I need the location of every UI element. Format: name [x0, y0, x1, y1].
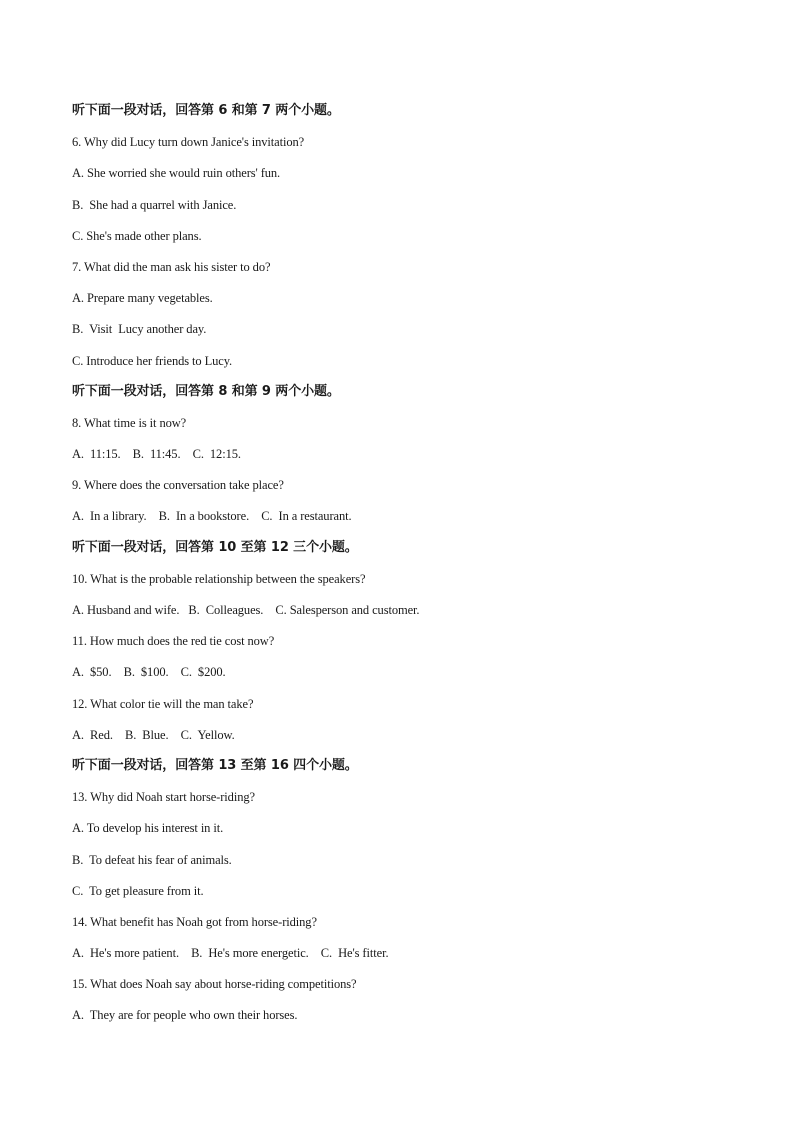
section-heading: 听下面一段对话，回答第 8 和第 9 两个小题。: [72, 383, 340, 399]
q14-options: A. He's more patient. B. He's more energetic. C. He's fitter.: [72, 946, 389, 961]
question-13: 13. Why did Noah start horse-riding?: [72, 790, 255, 805]
q11-options: A. $50. B. $100. C. $200.: [72, 665, 226, 680]
q13-option-c: C. To get pleasure from it.: [72, 883, 204, 898]
section-heading: 听下面一段对话，回答第 6 和第 7 两个小题。: [72, 103, 340, 118]
q9-options: A. In a library. B. In a bookstore. C. In a restaurant.: [72, 509, 352, 524]
question-12: 12. What color tie will the man take?: [72, 696, 254, 711]
question-15: 15. What does Noah say about horse-riding competitions?: [72, 977, 357, 992]
q6-option-a: A. She worried she would ruin others' fun.: [72, 166, 281, 181]
document-page: [72, 102, 732, 1038]
q6-option-b: B. She had a quarrel with Janice.: [72, 197, 237, 212]
question-9: 9. Where does the conversation take place?: [72, 478, 284, 493]
q6-option-c: C. She's made other plans.: [72, 228, 202, 243]
q8-options: A. 11:15. B. 11:45. C. 12:15.: [72, 447, 241, 462]
section-heading: 听下面一段对话，回答第 13 至第 16 四个小题。: [72, 757, 358, 773]
question-6: 6. Why did Lucy turn down Janice's invitation?: [72, 135, 305, 150]
section-heading: 听下面一段对话，回答第 10 至第 12 三个小题。: [72, 539, 358, 555]
q7-option-b: B. Visit Lucy another day.: [72, 322, 207, 337]
question-11: 11. How much does the red tie cost now?: [72, 634, 275, 649]
question-10: 10. What is the probable relationship between the speakers?: [72, 571, 366, 586]
question-14: 14. What benefit has Noah got from horse-riding?: [72, 914, 317, 929]
q7-option-c: C. Introduce her friends to Lucy.: [72, 353, 233, 368]
q7-option-a: A. Prepare many vegetables.: [72, 291, 213, 306]
q10-options: A. Husband and wife. B. Colleagues. C. Salesperson and customer.: [72, 603, 420, 617]
q13-option-b: B. To defeat his fear of animals.: [72, 852, 232, 867]
question-7: 7. What did the man ask his sister to do?: [72, 259, 271, 274]
q12-options: A. Red. B. Blue. C. Yellow.: [72, 727, 235, 742]
q15-option-a: A. They are for people who own their horses.: [72, 1008, 298, 1023]
question-8: 8. What time is it now?: [72, 415, 187, 430]
q13-option-a: A. To develop his interest in it.: [72, 821, 224, 836]
